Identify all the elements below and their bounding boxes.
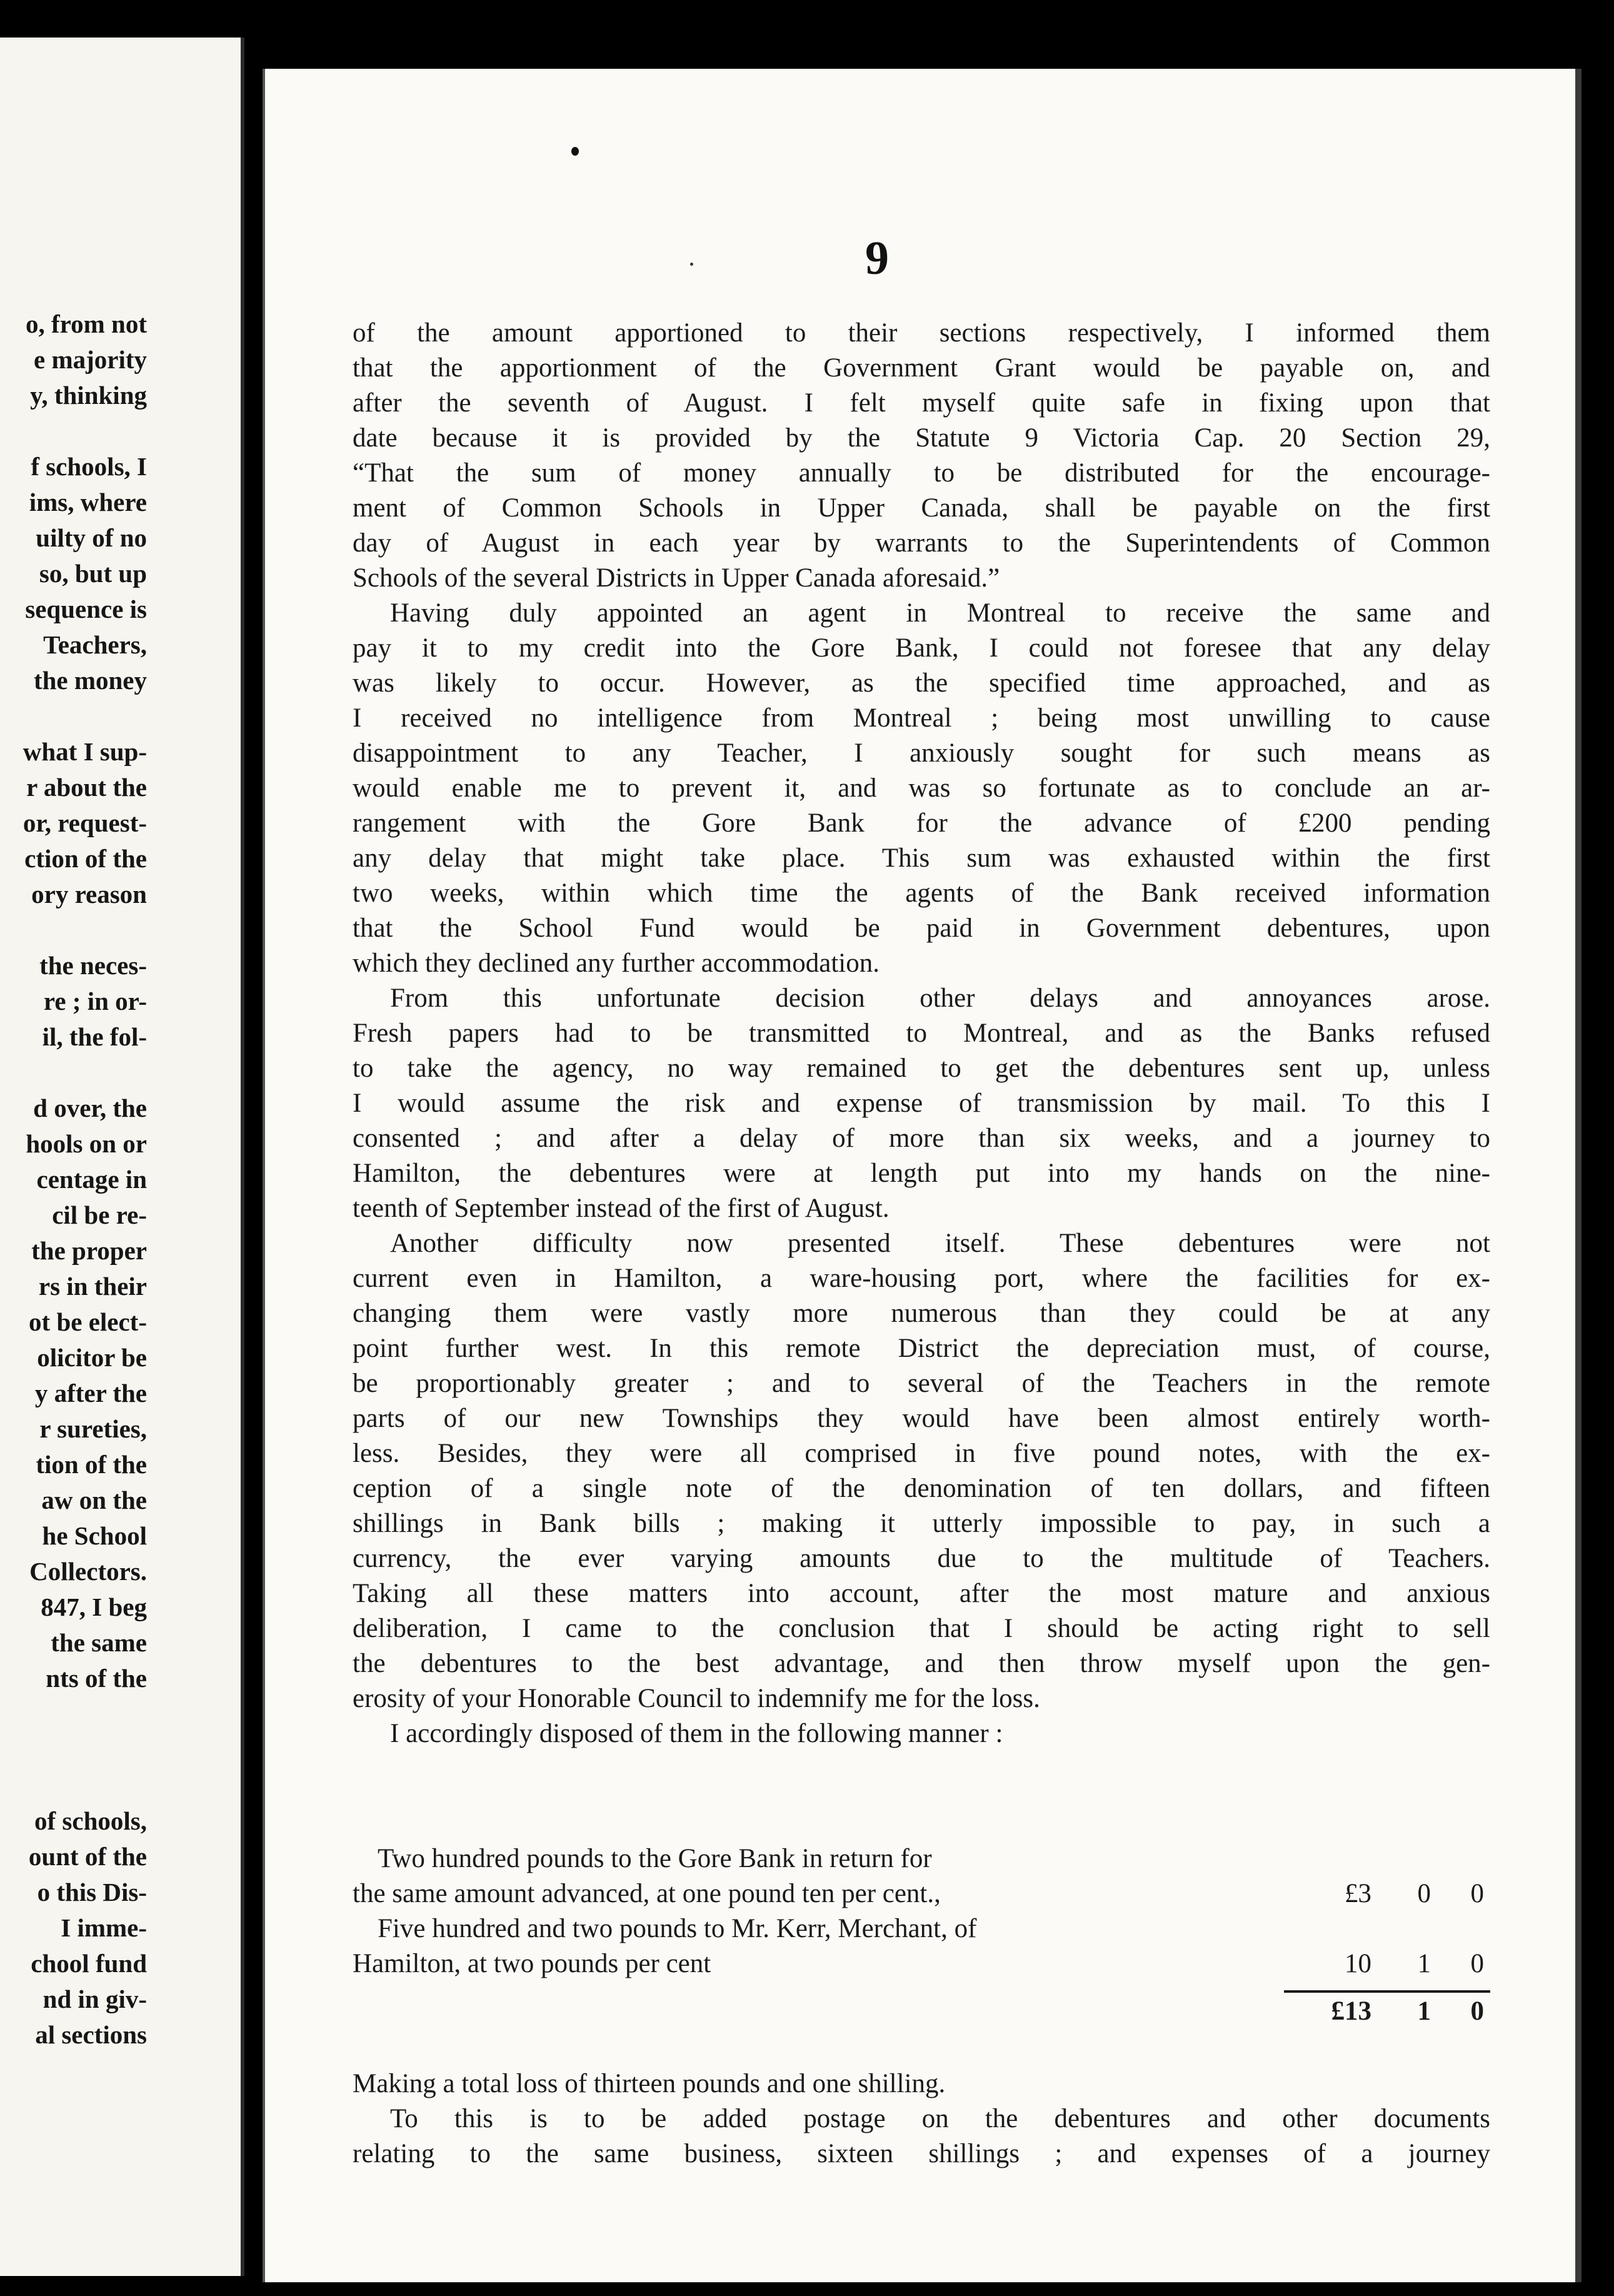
previous-page-line bbox=[0, 1090, 241, 1126]
body-line: consented ; and after a delay of more than six weeks, and a journey to bbox=[353, 1124, 1490, 1153]
body-line: less. Besides, they were all comprised in five pound notes, with the ex- bbox=[353, 1439, 1490, 1468]
previous-page-line bbox=[0, 342, 241, 378]
body-line: disappointment to any Teacher, I anxiously sought for such means as bbox=[353, 738, 1490, 768]
previous-page-line-text: r about the bbox=[26, 773, 147, 802]
previous-page-line-text: or, request- bbox=[23, 808, 147, 837]
previous-page-line bbox=[0, 413, 241, 449]
previous-page bbox=[0, 38, 244, 2276]
previous-page-line-text: uilty of no bbox=[36, 523, 147, 552]
account-amount bbox=[1290, 1946, 1490, 1981]
previous-page-line bbox=[0, 698, 241, 734]
previous-page-line bbox=[0, 1197, 241, 1233]
body-line: current even in Hamilton, a ware-housing port, where the facilities for ex- bbox=[353, 1264, 1490, 1293]
previous-page-line-text: d over, the bbox=[33, 1094, 147, 1122]
previous-page-line bbox=[0, 1981, 241, 2017]
previous-page-line bbox=[0, 1875, 241, 1910]
body-line: teenth of September instead of the first of August. bbox=[353, 1194, 890, 1223]
previous-page-line-text: hools on or bbox=[26, 1129, 147, 1158]
ink-mark bbox=[571, 147, 579, 156]
previous-page-line bbox=[0, 912, 241, 948]
previous-page-line-text: I imme- bbox=[61, 1913, 147, 1942]
previous-page-line bbox=[0, 1518, 241, 1554]
previous-page-line-text: o this Dis- bbox=[37, 1878, 147, 1906]
previous-page-line bbox=[0, 1839, 241, 1875]
ink-speck bbox=[690, 263, 693, 266]
body-line: that the apportionment of the Government Grant would be payable on, and bbox=[353, 353, 1490, 383]
previous-page-line-text: y, thinking bbox=[30, 381, 147, 410]
previous-page-text bbox=[0, 306, 241, 2053]
previous-page-line-text: il, the fol- bbox=[42, 1022, 147, 1051]
previous-page-line-text: tion of the bbox=[36, 1450, 147, 1479]
body-line: From this unfortunate decision other delays and annoyances arose. bbox=[390, 984, 1490, 1013]
previous-page-line bbox=[0, 556, 241, 592]
previous-page-line bbox=[0, 2017, 241, 2053]
previous-page-line bbox=[0, 1661, 241, 1696]
body-line: erosity of your Honorable Council to indemnify me for the loss. bbox=[353, 1684, 1040, 1713]
previous-page-line-text: ims, where bbox=[29, 488, 147, 516]
previous-page-line-text: 847, I beg bbox=[41, 1593, 147, 1621]
body-line: ment of Common Schools in Upper Canada, shall be payable on the first bbox=[353, 493, 1490, 523]
previous-page-line bbox=[0, 1483, 241, 1518]
body-line: after the seventh of August. I felt myself quite safe in fixing upon that bbox=[353, 388, 1490, 418]
closing-line: To this is to be added postage on the debentures and other documents bbox=[390, 2104, 1490, 2133]
body-line: “That the sum of money annually to be distributed for the encourage- bbox=[353, 458, 1490, 488]
previous-page-line bbox=[0, 1304, 241, 1340]
body-line: Hamilton, the debentures were at length put into my hands on the nine- bbox=[353, 1159, 1490, 1188]
account-line: Hamilton, at two pounds per cent bbox=[353, 1949, 711, 1978]
previous-page-line bbox=[0, 1162, 241, 1197]
closing-text bbox=[353, 2067, 1490, 2172]
previous-page-line bbox=[0, 663, 241, 698]
amount-pence: 0 bbox=[1470, 1949, 1484, 1978]
page-number: 9 bbox=[865, 232, 889, 284]
body-line: currency, the ever varying amounts due to the multitude of Teachers. bbox=[353, 1544, 1490, 1573]
body-line: I would assume the risk and expense of transmission by mail. To this I bbox=[353, 1089, 1490, 1118]
body-line: the debentures to the best advantage, and then throw myself upon the gen- bbox=[353, 1649, 1490, 1678]
account-amount bbox=[1290, 1876, 1490, 1911]
previous-page-line-text: f schools, I bbox=[31, 452, 147, 481]
closing-line: Making a total loss of thirteen pounds and one shilling. bbox=[353, 2069, 946, 2098]
body-line: pay it to my credit into the Gore Bank, I could not foresee that any delay bbox=[353, 633, 1490, 663]
previous-page-line bbox=[0, 1019, 241, 1055]
previous-page-line-text: chool fund bbox=[31, 1949, 147, 1978]
amount-pounds: 10 bbox=[1345, 1949, 1371, 1978]
body-line: any delay that might take place. This sum was exhausted within the first bbox=[353, 843, 1490, 873]
body-line: point further west. In this remote District the depreciation must, of course, bbox=[353, 1334, 1490, 1363]
previous-page-line bbox=[0, 1589, 241, 1625]
previous-page-line-text: o, from not bbox=[26, 310, 147, 338]
amount-pounds: £3 bbox=[1345, 1879, 1371, 1908]
body-line: I received no intelligence from Montreal ; being most unwilling to cause bbox=[353, 703, 1490, 733]
previous-page-line bbox=[0, 1946, 241, 1981]
body-line: Taking all these matters into account, after the most mature and anxious bbox=[353, 1579, 1490, 1608]
previous-page-line bbox=[0, 378, 241, 413]
body-text bbox=[353, 316, 1490, 1751]
total-pounds: £13 bbox=[1331, 1996, 1371, 2026]
previous-page-line-text: centage in bbox=[36, 1165, 147, 1194]
body-line: would enable me to prevent it, and was so fortunate as to conclude an ar- bbox=[353, 773, 1490, 803]
amount-pence: 0 bbox=[1470, 1879, 1484, 1908]
previous-page-line bbox=[0, 1554, 241, 1589]
previous-page-line-text: of schools, bbox=[34, 1806, 147, 1835]
previous-page-line-text: olicitor be bbox=[37, 1343, 147, 1372]
previous-page-line-text: so, but up bbox=[39, 559, 147, 588]
previous-page-line bbox=[0, 1233, 241, 1269]
previous-page-line-text: al sections bbox=[35, 2020, 147, 2049]
previous-page-line-text: r sureties, bbox=[39, 1414, 147, 1443]
previous-page-line-text: y after the bbox=[34, 1379, 147, 1407]
body-line: Fresh papers had to be transmitted to Montreal, and as the Banks refused bbox=[353, 1019, 1490, 1048]
previous-page-line bbox=[0, 627, 241, 663]
body-line: deliberation, I came to the conclusion that I should be acting right to sell bbox=[353, 1614, 1490, 1643]
account-line: Five hundred and two pounds to Mr. Kerr, Merchant, of bbox=[378, 1914, 977, 1943]
body-line: changing them were vastly more numerous than they could be at any bbox=[353, 1299, 1490, 1328]
previous-page-line bbox=[0, 306, 241, 342]
body-line: was likely to occur. However, as the specified time approached, and as bbox=[353, 668, 1490, 698]
body-line: I accordingly disposed of them in the following manner : bbox=[390, 1719, 1003, 1748]
previous-page-line-text: what I sup- bbox=[23, 737, 147, 766]
body-line: date because it is provided by the Statute 9 Victoria Cap. 20 Section 29, bbox=[353, 423, 1490, 453]
body-line: day of August in each year by warrants to the Superintendents of Common bbox=[353, 528, 1490, 558]
previous-page-line-text: the money bbox=[33, 666, 147, 695]
account-description bbox=[353, 1911, 1228, 1981]
previous-page-line bbox=[0, 770, 241, 805]
body-line: of the amount apportioned to their sections respectively, I informed them bbox=[353, 318, 1490, 348]
previous-page-line bbox=[0, 1269, 241, 1304]
previous-page-line-text: ot be elect- bbox=[29, 1307, 147, 1336]
amount-shillings: 1 bbox=[1417, 1949, 1431, 1978]
previous-page-line bbox=[0, 841, 241, 877]
previous-page-line bbox=[0, 734, 241, 770]
sum-rule bbox=[1284, 1990, 1490, 1993]
previous-page-line-text: sequence is bbox=[25, 595, 147, 623]
previous-page-line-text: Teachers, bbox=[43, 630, 147, 659]
account-line: Two hundred pounds to the Gore Bank in return for bbox=[378, 1844, 932, 1873]
previous-page-line-text: Collectors. bbox=[29, 1557, 147, 1586]
previous-page-line bbox=[0, 1126, 241, 1162]
previous-page-line-text: the neces- bbox=[39, 951, 147, 980]
previous-page-line-text: ction of the bbox=[24, 844, 147, 873]
previous-page-line bbox=[0, 1340, 241, 1376]
body-line: that the School Fund would be paid in Government debentures, upon bbox=[353, 914, 1490, 943]
previous-page-line bbox=[0, 1803, 241, 1839]
previous-page-line-text: cil be re- bbox=[52, 1201, 147, 1229]
loss-accounts bbox=[353, 1841, 1490, 2029]
body-line: Schools of the several Districts in Upper Canada aforesaid.” bbox=[353, 563, 1000, 593]
previous-page-line-text: the same bbox=[51, 1628, 147, 1657]
total-amount bbox=[1290, 1994, 1490, 2029]
previous-page-line bbox=[0, 1411, 241, 1447]
previous-page-line bbox=[0, 948, 241, 984]
previous-page-line bbox=[0, 1732, 241, 1768]
previous-page-line-text: re ; in or- bbox=[43, 987, 147, 1015]
body-line: ception of a single note of the denomination of ten dollars, and fifteen bbox=[353, 1474, 1490, 1503]
body-line: two weeks, within which time the agents of the Bank received information bbox=[353, 879, 1490, 908]
account-entry bbox=[353, 1911, 1490, 1981]
previous-page-line bbox=[0, 1768, 241, 1803]
previous-page-line-text: ount of the bbox=[28, 1842, 147, 1871]
account-line: the same amount advanced, at one pound ten per cent., bbox=[353, 1879, 941, 1908]
previous-page-line-text: the proper bbox=[31, 1236, 147, 1265]
previous-page-line-text: e majority bbox=[34, 345, 147, 374]
previous-page-line-text: he School bbox=[42, 1521, 147, 1550]
previous-page-line bbox=[0, 1055, 241, 1090]
previous-page-line-text: nd in giv- bbox=[43, 1985, 147, 2013]
previous-page-line bbox=[0, 984, 241, 1019]
body-line: to take the agency, no way remained to get the debentures sent up, unless bbox=[353, 1054, 1490, 1083]
previous-page-line-text: nts of the bbox=[46, 1664, 147, 1693]
body-line: shillings in Bank bills ; making it utterly impossible to pay, in such a bbox=[353, 1509, 1490, 1538]
current-page bbox=[263, 69, 1581, 2282]
previous-page-line bbox=[0, 449, 241, 485]
previous-page-line bbox=[0, 1376, 241, 1411]
body-line: be proportionably greater ; and to several of the Teachers in the remote bbox=[353, 1369, 1490, 1398]
previous-page-line bbox=[0, 520, 241, 556]
total-shillings: 1 bbox=[1417, 1996, 1431, 2026]
previous-page-line-text: ory reason bbox=[31, 880, 147, 909]
previous-page-line-text: aw on the bbox=[41, 1486, 147, 1514]
previous-page-line bbox=[0, 592, 241, 627]
account-entry bbox=[353, 1841, 1490, 1911]
previous-page-line-text: rs in their bbox=[38, 1272, 147, 1301]
account-description bbox=[353, 1841, 1228, 1911]
body-line: rangement with the Gore Bank for the advance of £200 pending bbox=[353, 808, 1490, 838]
previous-page-line bbox=[0, 485, 241, 520]
closing-line: relating to the same business, sixteen shillings ; and expenses of a journey bbox=[353, 2139, 1490, 2168]
previous-page-line bbox=[0, 1625, 241, 1661]
body-line: which they declined any further accommodation. bbox=[353, 949, 880, 978]
amount-shillings: 0 bbox=[1417, 1879, 1431, 1908]
previous-page-line bbox=[0, 1696, 241, 1732]
body-line: Another difficulty now presented itself. These debentures were not bbox=[390, 1229, 1490, 1258]
previous-page-line bbox=[0, 1447, 241, 1483]
body-line: parts of our new Townships they would have been almost entirely worth- bbox=[353, 1404, 1490, 1433]
previous-page-line bbox=[0, 1910, 241, 1946]
total-pence: 0 bbox=[1470, 1996, 1484, 2026]
body-line: Having duly appointed an agent in Montreal to receive the same and bbox=[390, 598, 1490, 628]
previous-page-line bbox=[0, 805, 241, 841]
previous-page-line bbox=[0, 877, 241, 912]
total-row bbox=[353, 1994, 1490, 2029]
